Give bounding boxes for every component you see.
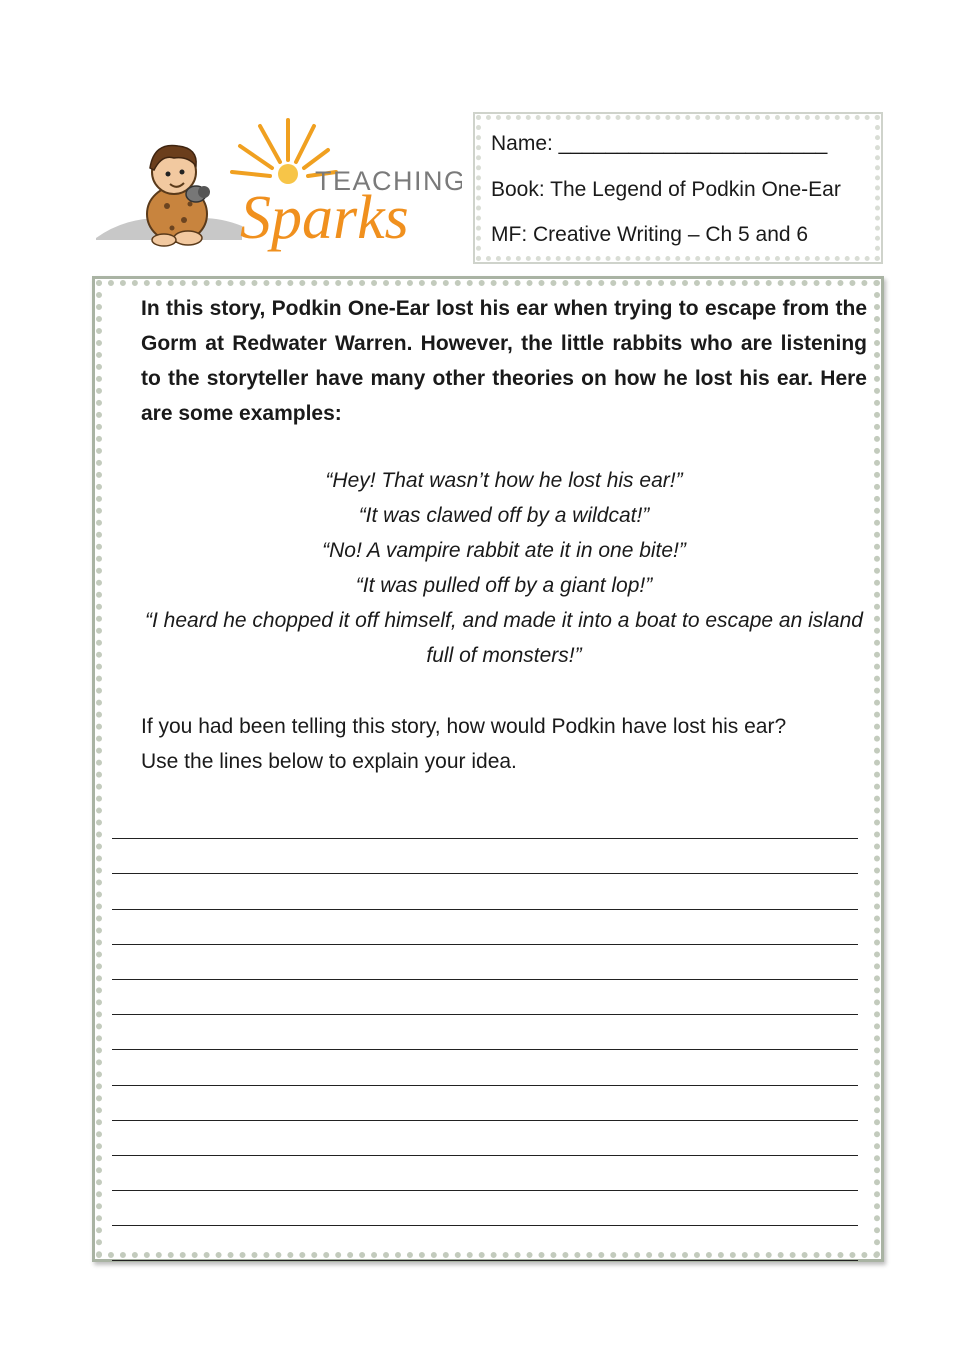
caveman-mascot-icon: [147, 145, 210, 246]
module-focus: MF: Creative Writing – Ch 5 and 6: [491, 223, 809, 246]
teaching-sparks-logo: [92, 110, 462, 260]
quote-1: “Hey! That wasn’t how he lost his ear!”: [325, 469, 683, 492]
student-info-box: [473, 112, 883, 264]
prompt-line-1: If you had been telling this story, how would Podkin have lost his ear?: [141, 715, 787, 738]
quote-4: “It was pulled off by a giant lop!”: [355, 574, 653, 597]
writing-line[interactable]: [112, 910, 858, 945]
logo-brand-bottom: Sparks: [240, 184, 409, 252]
writing-line[interactable]: [112, 1156, 858, 1191]
writing-line[interactable]: [112, 804, 858, 839]
prompt-line-2: Use the lines below to explain your idea.: [141, 750, 517, 773]
sun-icon: [278, 164, 298, 184]
quote-3: “No! A vampire rabbit ate it in one bite!”: [322, 539, 686, 562]
writing-line[interactable]: [112, 1086, 858, 1121]
writing-line[interactable]: [112, 1121, 858, 1156]
writing-line[interactable]: [112, 945, 858, 980]
intro-paragraph: In this story, Podkin One-Ear lost his ear when trying to escape from the Gorm at Redwater Warren. However, the little rabbits who are listening to the storyteller have many other theories on how he lost his ear. Here are some examples:: [141, 297, 867, 425]
logo-brand-top: TEACHING: [315, 166, 462, 196]
writing-lines: [112, 804, 858, 1261]
writing-line[interactable]: [112, 1191, 858, 1226]
writing-line[interactable]: [112, 874, 858, 909]
writing-prompt: [141, 709, 867, 779]
quotes-block: [141, 463, 867, 673]
writing-line[interactable]: [112, 1050, 858, 1085]
logo-graphic: [92, 110, 462, 260]
writing-line[interactable]: [112, 1015, 858, 1050]
book-title: Book: The Legend of Podkin One-Ear: [491, 177, 841, 201]
quote-5: “I heard he chopped it off himself, and made it into a boat to escape an island full of monsters!”: [145, 609, 863, 667]
writing-line[interactable]: [112, 1226, 858, 1261]
writing-line[interactable]: [112, 839, 858, 874]
quote-2: “It was clawed off by a wildcat!”: [358, 504, 650, 527]
name-field[interactable]: Name: _______________________: [491, 132, 828, 155]
writing-line[interactable]: [112, 980, 858, 1015]
worksheet-panel: [92, 276, 884, 1262]
